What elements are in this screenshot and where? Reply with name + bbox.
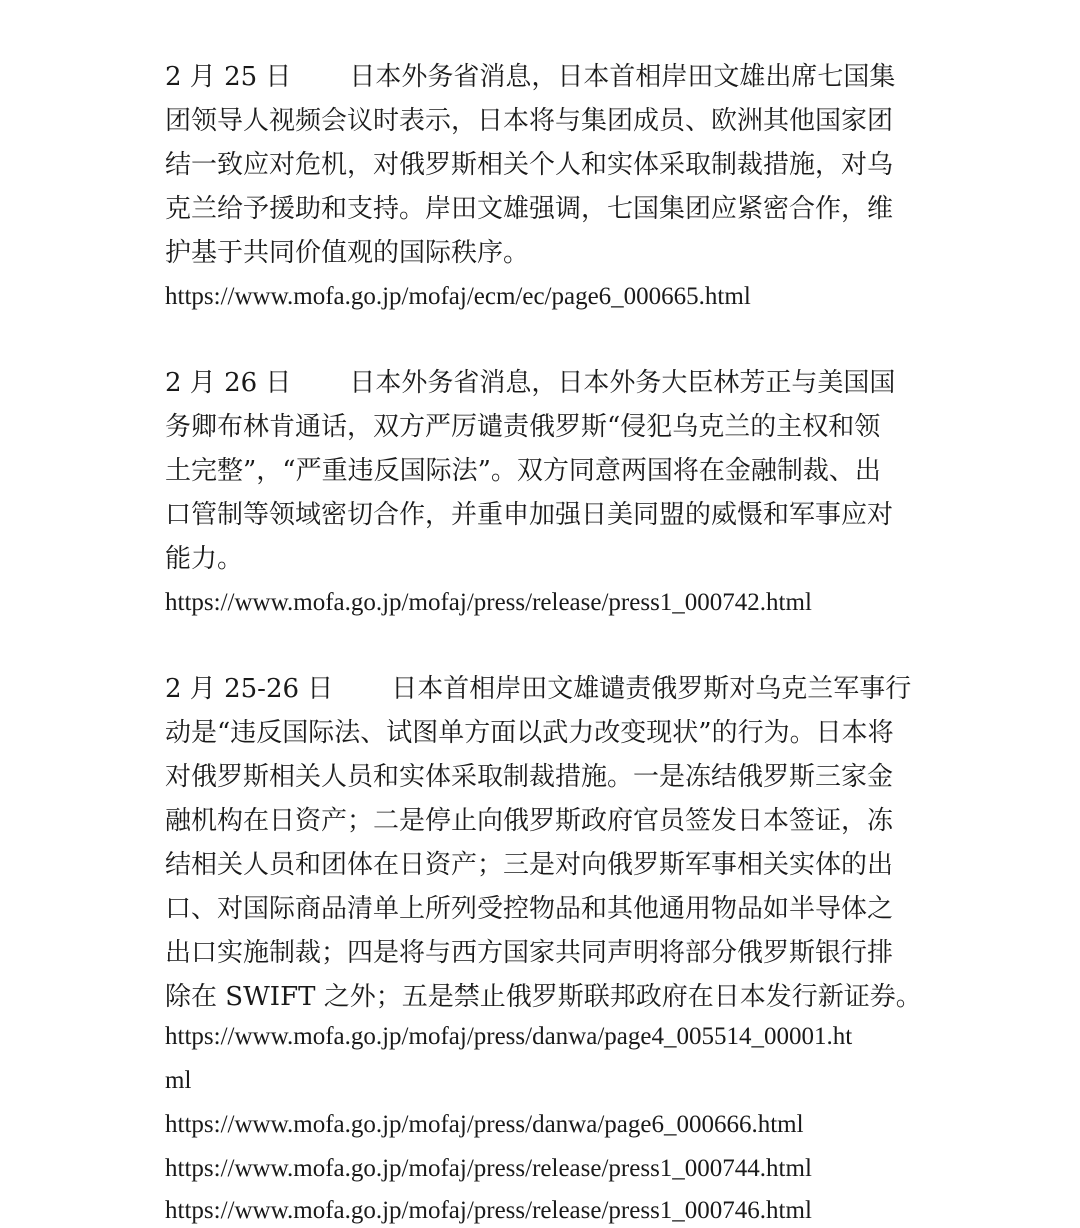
entry-3-line-6: 口、对国际商品清单上所列受控物品和其他通用物品如半导体之 <box>165 894 894 924</box>
entry-1-line-4: 克兰给予援助和支持。岸田文雄强调，七国集团应紧密合作，维 <box>165 194 894 224</box>
entry-3-link-1-cont[interactable]: ml <box>165 1067 192 1094</box>
entry-2-line-2: 务卿布林肯通话，双方严厉谴责俄罗斯“侵犯乌克兰的主权和领 <box>165 412 881 442</box>
entry-2-line-1 <box>165 366 925 400</box>
entry-1-link-1[interactable]: https://www.mofa.go.jp/mofaj/ecm/ec/page6_000665.html <box>165 283 751 310</box>
entry-2-text-1: 日本外务省消息，日本外务大臣林芳正与美国国 <box>349 368 896 398</box>
entry-2-date: 2 月 26 日 <box>165 368 292 398</box>
entry-1-date: 2 月 25 日 <box>165 62 292 92</box>
entry-2-link-1[interactable]: https://www.mofa.go.jp/mofaj/press/release/press1_000742.html <box>165 589 812 616</box>
entry-3-line-1 <box>165 672 925 706</box>
entry-1-line-1 <box>165 60 925 94</box>
entry-1-line-5: 护基于共同价值观的国际秩序。 <box>165 238 530 268</box>
entry-2-line-5: 能力。 <box>165 544 244 574</box>
entry-3-line-2: 动是“违反国际法、试图单方面以武力改变现状”的行为。日本将 <box>165 718 894 748</box>
entry-1-line-2: 团领导人视频会议时表示，日本将与集团成员、欧洲其他国家团 <box>165 106 894 136</box>
entry-3-line-7: 出口实施制裁；四是将与西方国家共同声明将部分俄罗斯银行排 <box>165 938 894 968</box>
entry-3-link-3[interactable]: https://www.mofa.go.jp/mofaj/press/release/press1_000744.html <box>165 1155 812 1182</box>
entry-2-line-3: 土完整”，“严重违反国际法”。双方同意两国将在金融制裁、出 <box>165 456 881 486</box>
entry-3-line-8: 除在 SWIFT 之外；五是禁止俄罗斯联邦政府在日本发行新证券。 <box>165 982 922 1012</box>
entry-3-link-2[interactable]: https://www.mofa.go.jp/mofaj/press/danwa/page6_000666.html <box>165 1111 804 1138</box>
entry-3-line-3: 对俄罗斯相关人员和实体采取制裁措施。一是冻结俄罗斯三家金 <box>165 762 894 792</box>
entry-3-line-5: 结相关人员和团体在日资产；三是对向俄罗斯军事相关实体的出 <box>165 850 894 880</box>
entry-1-text-1: 日本外务省消息，日本首相岸田文雄出席七国集 <box>349 62 896 92</box>
entry-3-date: 2 月 25-26 日 <box>165 674 334 704</box>
entry-3-link-1[interactable]: https://www.mofa.go.jp/mofaj/press/danwa/page4_005514_00001.ht <box>165 1023 853 1050</box>
entry-1-line-3: 结一致应对危机，对俄罗斯相关个人和实体采取制裁措施，对乌 <box>165 150 894 180</box>
entry-3-line-4: 融机构在日资产；二是停止向俄罗斯政府官员签发日本签证，冻 <box>165 806 894 836</box>
entry-3-text-1: 日本首相岸田文雄谴责俄罗斯对乌克兰军事行 <box>391 674 912 704</box>
entry-2-line-4: 口管制等领域密切合作，并重申加强日美同盟的威慑和军事应对 <box>165 500 894 530</box>
entry-3-link-4[interactable]: https://www.mofa.go.jp/mofaj/press/release/press1_000746.html <box>165 1197 812 1224</box>
